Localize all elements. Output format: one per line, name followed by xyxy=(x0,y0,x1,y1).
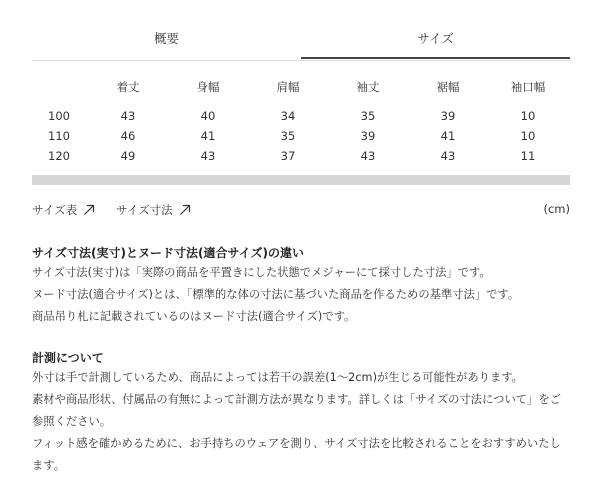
table-cell: 43 xyxy=(200,149,216,163)
table-cell: 37 xyxy=(280,149,296,163)
table-row xyxy=(32,126,568,146)
paragraph-line: ます。 xyxy=(32,459,65,472)
paragraph-line: 参照ください。 xyxy=(32,415,112,428)
horizontal-scrollbar[interactable] xyxy=(32,175,570,185)
table-cell: 43 xyxy=(120,109,136,123)
tab-bar xyxy=(32,22,570,61)
section-body-measurement xyxy=(32,367,570,477)
paragraph-line: 商品吊り札に記載されているのはヌード寸法(適合サイズ)です。 xyxy=(32,310,356,323)
paragraph-line: フィット感を確かめるために、お手持ちのウェアを測り、サイズ寸法を比較されることをおすすめいたし xyxy=(32,437,561,450)
table-cell: 35 xyxy=(360,109,376,123)
column-header: 着丈 xyxy=(116,80,140,94)
tab-size[interactable]: サイズ xyxy=(301,22,570,59)
table-cell: 46 xyxy=(120,129,136,143)
table-cell: 39 xyxy=(360,129,376,143)
column-header: 裾幅 xyxy=(436,80,460,94)
external-arrow-icon xyxy=(83,204,95,216)
table-row xyxy=(32,146,568,166)
table-cell: 41 xyxy=(440,129,456,143)
column-header: 肩幅 xyxy=(276,80,300,94)
paragraph-line: 外寸は手で計測しているため、商品によっては若干の誤差(1〜2cm)が生じる可能性があります。 xyxy=(32,371,523,384)
table-cell: 49 xyxy=(120,149,136,163)
table-header-row xyxy=(32,76,568,106)
section-title-measurement: 計測について xyxy=(32,351,104,365)
size-label: 120 xyxy=(48,149,70,163)
table-row xyxy=(32,106,568,126)
paragraph-line: ヌード寸法(適合サイズ)とは、「標準的な体の寸法に基づいた商品を作るための基準寸法」です。 xyxy=(32,288,520,301)
unit-label: (cm) xyxy=(543,202,570,216)
corner-cell xyxy=(32,76,88,106)
size-label: 110 xyxy=(48,129,70,143)
size-table xyxy=(32,76,568,166)
size-links-row xyxy=(32,202,570,220)
column-header: 袖口幅 xyxy=(510,80,546,94)
section-title-size-difference: サイズ寸法(実寸)とヌード寸法(適合サイズ)の違い xyxy=(32,246,305,260)
paragraph-line: 素材や商品形状、付属品の有無によって計測方法が異なります。詳しくは「サイズの寸法について」をご xyxy=(32,393,561,406)
section-body-size-difference xyxy=(32,262,570,328)
table-cell: 41 xyxy=(200,129,216,143)
table-cell: 11 xyxy=(520,149,536,163)
column-header: 袖丈 xyxy=(356,80,380,94)
table-cell: 40 xyxy=(200,109,216,123)
size-chart-link-label: サイズ表 xyxy=(32,203,78,217)
table-cell: 34 xyxy=(280,109,296,123)
paragraph-line: サイズ寸法(実寸)は「実際の商品を平置きにした状態でメジャーにて採寸した寸法」です。 xyxy=(32,266,491,279)
size-measure-link-label: サイズ寸法 xyxy=(116,203,173,217)
table-cell: 39 xyxy=(440,109,456,123)
table-cell: 35 xyxy=(280,129,296,143)
size-chart-link[interactable] xyxy=(32,202,95,218)
size-label: 100 xyxy=(48,109,70,123)
column-header: 身幅 xyxy=(196,80,220,94)
table-cell: 43 xyxy=(360,149,376,163)
table-cell: 10 xyxy=(520,129,536,143)
tab-overview[interactable]: 概要 xyxy=(153,31,179,46)
table-cell: 43 xyxy=(440,149,456,163)
table-cell: 10 xyxy=(520,109,536,123)
size-measure-link[interactable] xyxy=(116,202,191,218)
external-arrow-icon xyxy=(179,204,191,216)
